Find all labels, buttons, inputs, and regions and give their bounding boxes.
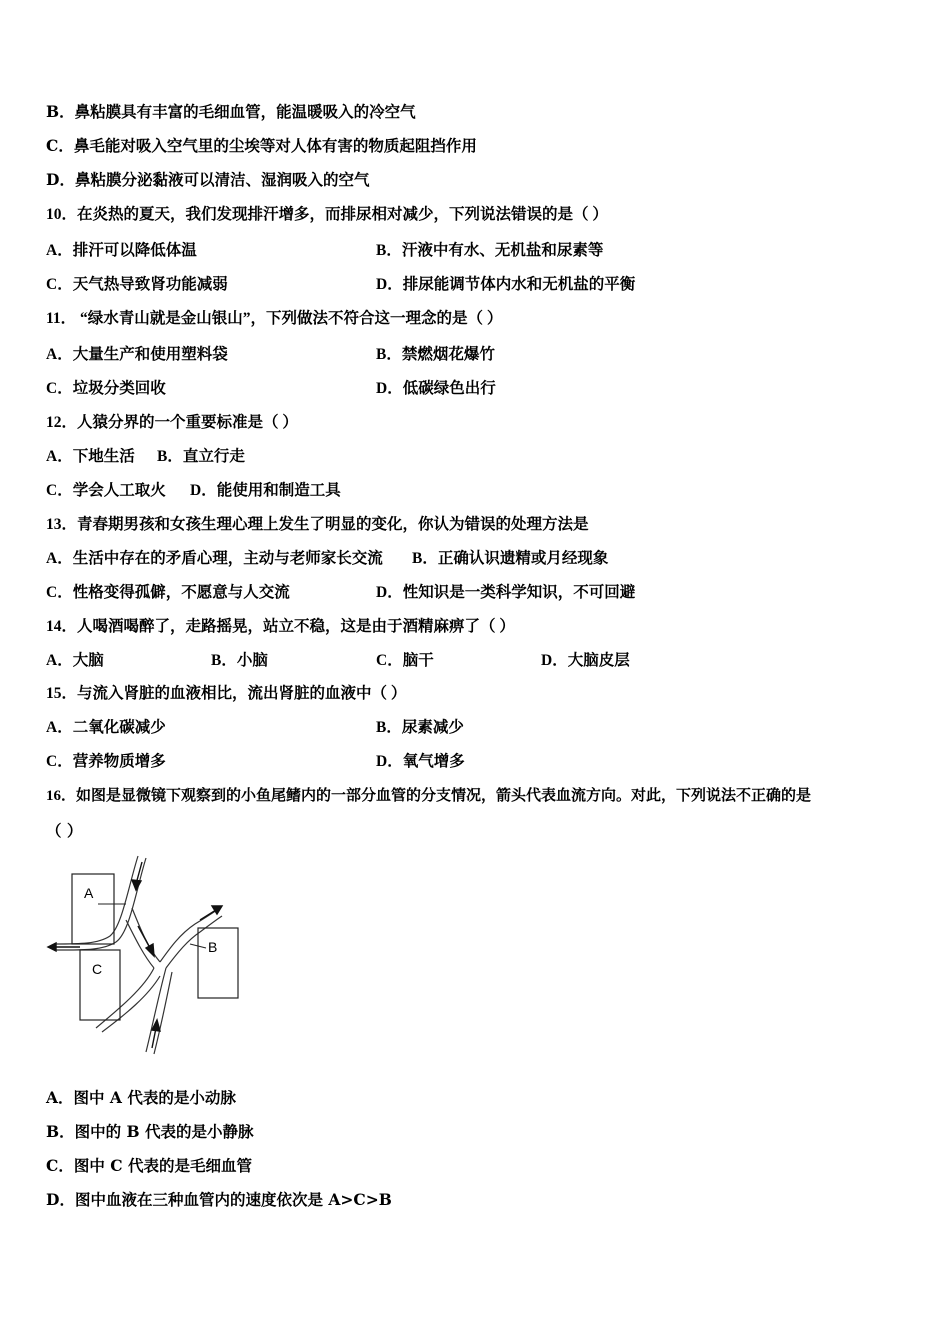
q14-options-row xyxy=(46,648,906,672)
q15-option-c: C．营养物质增多 xyxy=(46,751,166,770)
q13-option-b: B．正确认识遗精或月经现象 xyxy=(412,548,609,567)
q9-option-d xyxy=(46,168,369,192)
q11-option-c: C．垃圾分类回收 xyxy=(46,378,166,397)
q10-option-b: B．汗液中有水、无机盐和尿素等 xyxy=(376,240,604,259)
q14-option-d: D．大脑皮层 xyxy=(541,650,630,669)
q11-option-d: D．低碳绿色出行 xyxy=(376,378,496,397)
arrow-upper-right xyxy=(200,910,216,920)
label-c: C xyxy=(92,961,103,977)
q12-options-row-1 xyxy=(46,444,906,468)
q12-option-c: C．学会人工取火 xyxy=(46,480,166,499)
q13-stem: 13．青春期男孩和女孩生理心理上发生了明显的变化，你认为错误的处理方法是 xyxy=(46,516,589,533)
q16-stem: 16．如图是显微镜下观察到的小鱼尾鳍内的一部分血管的分支情况，箭头代表血流方向。对此，下列说法不正确的是 xyxy=(46,788,812,804)
q10-option-d: D．排尿能调节体内水和无机盐的平衡 xyxy=(376,274,636,293)
q12-option-a: A．下地生活 xyxy=(46,446,135,465)
arrow-left-head xyxy=(48,943,56,951)
arrow-middle xyxy=(138,926,150,948)
q13-option-a: A．生活中存在的矛盾心理，主动与老师家长交流 xyxy=(46,548,383,567)
q12-option-d: D．能使用和制造工具 xyxy=(190,480,341,499)
arrow-middle-head xyxy=(146,944,154,956)
label-a: A xyxy=(84,885,94,901)
q16-option-b: B．图中的 B 代表的是小静脉 xyxy=(46,1122,254,1141)
label-box-b xyxy=(198,928,238,998)
option-text: 鼻粘膜分泌黏液可以清洁、湿润吸入的空气 xyxy=(74,170,370,189)
q14-option-a: A．大脑 xyxy=(46,650,104,669)
q15-stem: 15．与流入肾脏的血液相比，流出肾脏的血液中（ ） xyxy=(46,685,407,702)
q15-option-b: B．尿素减少 xyxy=(376,717,464,736)
q12-option-b: B．直立行走 xyxy=(157,446,245,465)
q14-option-b: B．小脑 xyxy=(211,650,268,669)
q15-options-row-1 xyxy=(46,715,906,739)
q10-option-c: C．天气热导致肾功能减弱 xyxy=(46,274,228,293)
option-text: 鼻粘膜具有丰富的毛细血管，能温暖吸入的冷空气 xyxy=(74,102,416,121)
q11-option-b: B．禁燃烟花爆竹 xyxy=(376,344,495,363)
option-key: C． xyxy=(46,136,74,155)
q16-option-a: A．图中 A 代表的是小动脉 xyxy=(46,1088,236,1107)
option-text: 鼻毛能对吸入空气里的尘埃等对人体有害的物质起阻挡作用 xyxy=(73,136,477,155)
q11-options-row-1 xyxy=(46,342,906,366)
vessel-c-wall-1 xyxy=(96,968,154,1028)
vessel-lower-wall-1 xyxy=(146,968,166,1052)
q12-options-row-2 xyxy=(46,478,906,502)
q10-options-row-1 xyxy=(46,238,906,262)
vessel-lower-wall-2 xyxy=(154,972,172,1054)
q16-option-d: D．图中血液在三种血管内的速度依次是 A>C>B xyxy=(46,1190,392,1209)
branch-a-to-junction-1 xyxy=(132,908,160,962)
q11-stem: 11． “绿水青山就是金山银山”，下列做法不符合这一理念的是（ ） xyxy=(46,310,503,327)
q15-options-row-2 xyxy=(46,749,906,773)
blood-vessel-diagram xyxy=(40,848,250,1060)
option-key: B． xyxy=(46,102,75,121)
blood-vessel-figure xyxy=(40,848,250,1060)
q16-option-c: C．图中 C 代表的是毛细血管 xyxy=(46,1156,252,1175)
vessel-a-wall-outer xyxy=(54,856,138,944)
q13-options-row-2 xyxy=(46,580,906,604)
label-b: B xyxy=(208,939,218,955)
q9-option-b xyxy=(46,100,416,124)
option-key: D． xyxy=(46,170,75,189)
q11-option-a: A．大量生产和使用塑料袋 xyxy=(46,344,228,363)
arrow-top-head xyxy=(132,880,141,890)
q13-option-d: D．性知识是一类科学知识，不可回避 xyxy=(376,582,636,601)
q14-option-c: C．脑干 xyxy=(376,650,434,669)
q10-options-row-2 xyxy=(46,272,906,296)
q11-options-row-2 xyxy=(46,376,906,400)
vessel-c-wall-2 xyxy=(102,976,160,1032)
q9-option-c xyxy=(46,134,477,158)
q10-option-a: A．排汗可以降低体温 xyxy=(46,240,197,259)
q10-stem: 10．在炎热的夏天，我们发现排汗增多，而排尿相对减少，下列说法错误的是（ ） xyxy=(46,206,608,223)
q13-option-c: C．性格变得孤僻，不愿意与人交流 xyxy=(46,582,290,601)
q13-options-row-1 xyxy=(46,546,906,570)
q12-stem: 12．人猿分界的一个重要标准是（ ） xyxy=(46,414,298,431)
q15-option-a: A．二氧化碳减少 xyxy=(46,717,166,736)
q16-paren: （ ） xyxy=(46,821,83,840)
q15-option-d: D．氧气增多 xyxy=(376,751,465,770)
q14-stem: 14．人喝酒喝醉了，走路摇晃，站立不稳，这是由于酒精麻痹了（ ） xyxy=(46,618,515,635)
